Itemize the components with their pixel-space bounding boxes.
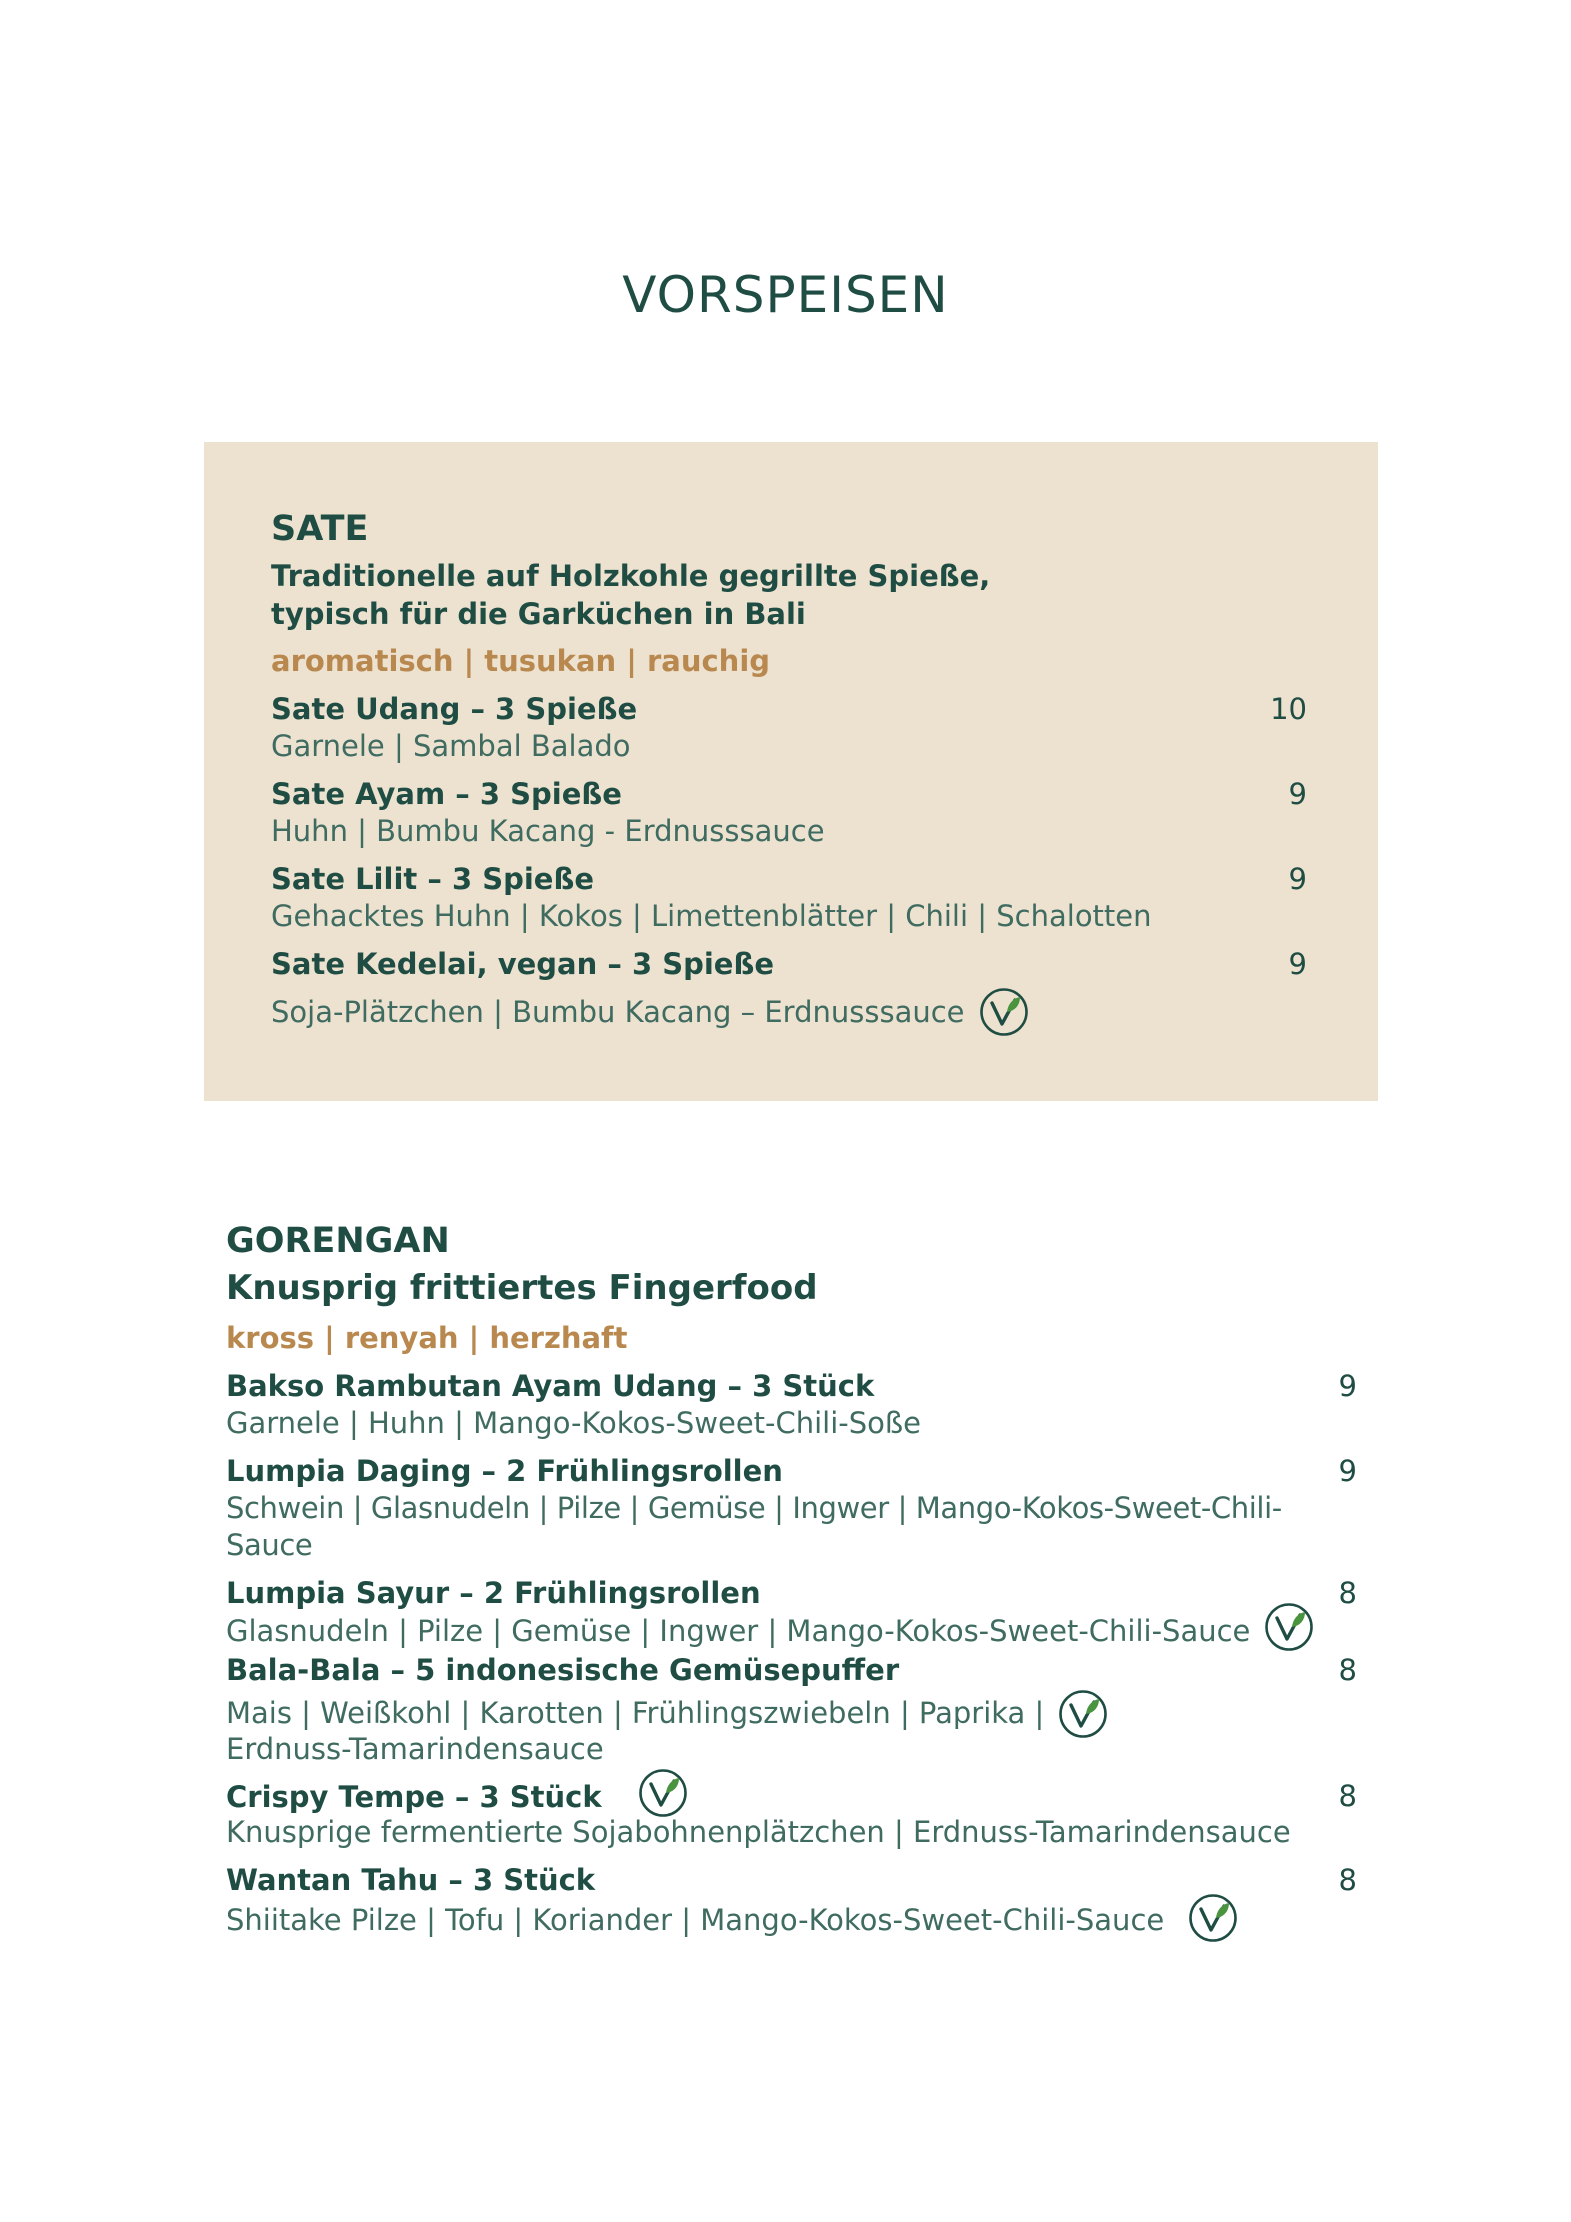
- item-name: Crispy Tempe – 3 Stück: [226, 1780, 602, 1815]
- item-description: Knusprige fermentierte Sojabohnenplätzchen | Erdnuss-Tamarindensauce: [226, 1814, 1291, 1849]
- item-price: 8: [1338, 1575, 1357, 1610]
- gorengan-taste-tags: kross | renyah | herzhaft: [226, 1321, 628, 1356]
- item-description: Schwein | Glasnudeln | Pilze | Gemüse | Ingwer | Mango-Kokos-Sweet-Chili-Sauce: [226, 1490, 1282, 1562]
- item-name: Bakso Rambutan Ayam Udang – 3 Stück: [226, 1368, 875, 1403]
- menu-item-sate-kedelai: [271, 946, 1307, 1037]
- vegan-icon: [1264, 1602, 1314, 1652]
- item-description-row: [226, 1612, 1357, 1652]
- item-description-line1: Mais | Weißkohl | Karotten | Frühlingszwiebeln | Paprika |: [226, 1696, 1045, 1731]
- item-price: 8: [1338, 1862, 1357, 1897]
- gorengan-title: GORENGAN: [226, 1221, 450, 1261]
- item-name: Wantan Tahu – 3 Stück: [226, 1862, 596, 1897]
- menu-item-wantan-tahu: [226, 1862, 1357, 1943]
- menu-item-sate-udang: [271, 691, 1307, 765]
- item-name: Bala-Bala – 5 indonesische Gemüsepuffer: [226, 1652, 900, 1687]
- item-price: 9: [1288, 777, 1307, 812]
- sate-title: SATE: [271, 509, 369, 549]
- item-name: Sate Lilit – 3 Spieße: [271, 862, 594, 897]
- item-price: 9: [1338, 1368, 1357, 1403]
- sate-subtitle-line1: Traditionelle auf Holzkohle gegrillte Spieße,: [271, 559, 991, 593]
- sate-subtitle: [271, 558, 1307, 633]
- item-name: Sate Udang – 3 Spieße: [271, 692, 638, 727]
- vegan-icon: [1058, 1689, 1108, 1739]
- item-name-row: [226, 1778, 1357, 1818]
- item-description: Shiitake Pilze | Tofu | Koriander | Mango-Kokos-Sweet-Chili-Sauce: [226, 1903, 1165, 1938]
- item-description: Huhn | Bumbu Kacang - Erdnusssauce: [271, 814, 825, 849]
- item-price: 9: [1338, 1453, 1357, 1488]
- item-name: Sate Ayam – 3 Spieße: [271, 777, 622, 812]
- gorengan-subtitle: Knusprig frittiertes Fingerfood: [226, 1268, 818, 1308]
- menu-item-sate-lilit: [271, 861, 1307, 935]
- item-price: 9: [1288, 947, 1307, 982]
- item-description: Gehacktes Huhn | Kokos | Limettenblätter | Chili | Schalotten: [271, 899, 1152, 934]
- item-description: Glasnudeln | Pilze | Gemüse | Ingwer | Mango-Kokos-Sweet-Chili-Sauce: [226, 1614, 1251, 1649]
- menu-item-bakso-rambutan: [226, 1368, 1357, 1442]
- item-name: Lumpia Daging – 2 Frühlingsrollen: [226, 1453, 783, 1488]
- menu-item-sate-ayam: [271, 776, 1307, 850]
- item-description: Soja-Plätzchen | Bumbu Kacang – Erdnusssauce: [271, 994, 965, 1029]
- item-name: Sate Kedelai, vegan – 3 Spieße: [271, 947, 774, 982]
- sate-taste-tags: aromatisch | tusukan | rauchig: [271, 644, 771, 679]
- vegan-icon: [1188, 1893, 1238, 1943]
- item-description: Garnele | Huhn | Mango-Kokos-Sweet-Chili-Soße: [226, 1405, 922, 1440]
- vegan-icon: [638, 1768, 688, 1818]
- sate-subtitle-line2: typisch für die Garküchen in Bali: [271, 596, 806, 631]
- item-name: Lumpia Sayur – 2 Frühlingsrollen: [226, 1575, 761, 1610]
- item-price: 10: [1270, 692, 1307, 727]
- vegan-icon: [979, 987, 1029, 1037]
- sate-section: [271, 508, 1307, 1037]
- menu-item-crispy-tempe: [226, 1778, 1357, 1851]
- item-description-row: [271, 987, 1307, 1037]
- menu-item-lumpia-daging: [226, 1453, 1357, 1564]
- page-title: VORSPEISEN: [622, 266, 949, 324]
- gorengan-section: [226, 1220, 1357, 1943]
- item-description-line2: Erdnuss-Tamarindensauce: [226, 1731, 604, 1766]
- item-price: 8: [1338, 1778, 1357, 1813]
- menu-item-bala-bala: [226, 1652, 1357, 1768]
- menu-item-lumpia-sayur: [226, 1575, 1357, 1652]
- item-price: 9: [1288, 862, 1307, 897]
- item-description-row: [226, 1899, 1357, 1943]
- item-description: Garnele | Sambal Balado: [271, 729, 631, 764]
- item-price: 8: [1338, 1652, 1357, 1687]
